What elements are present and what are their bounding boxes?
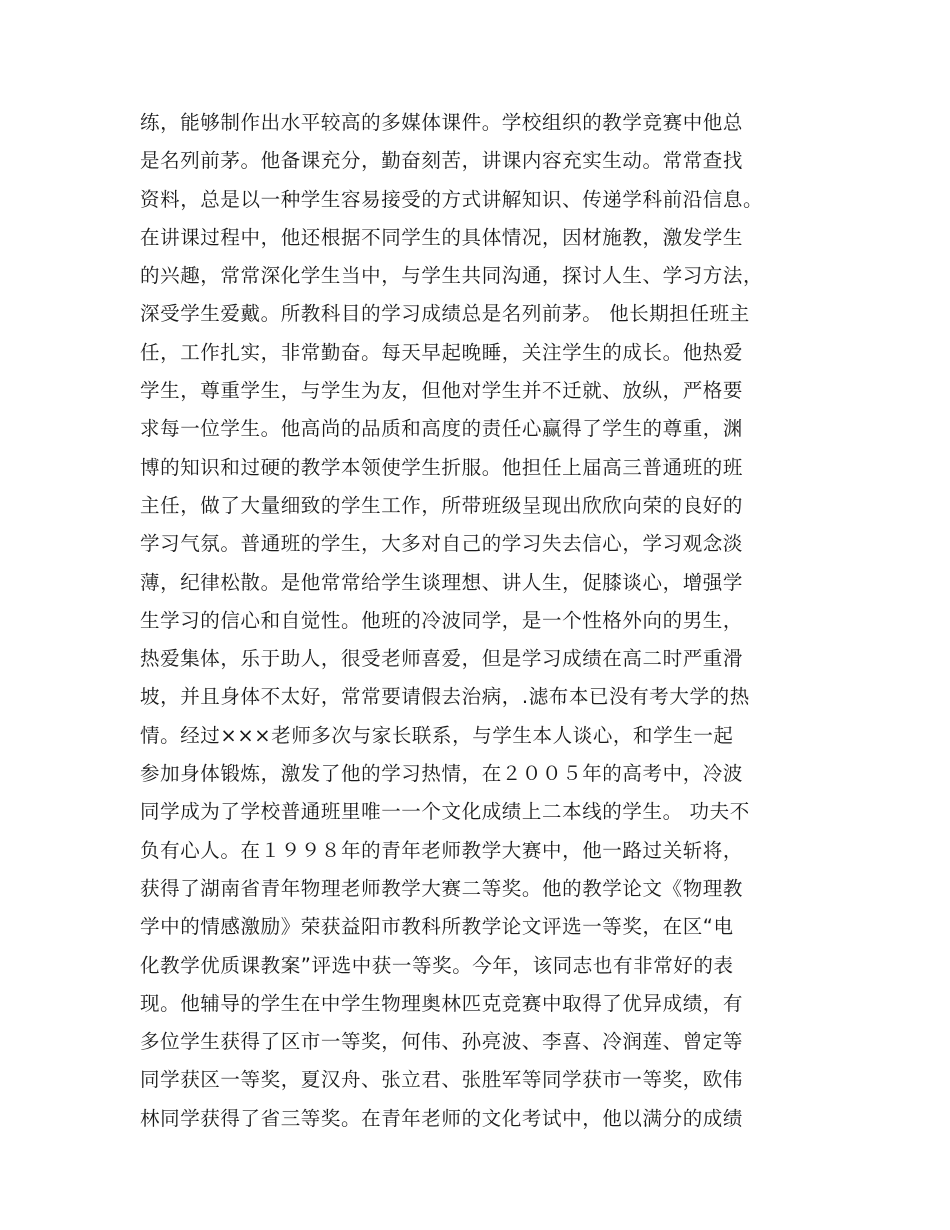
text-line-22: 学中的情感激励》荣获益阳市教科所教学论文评选一等奖，在区“电 bbox=[140, 915, 734, 939]
text-line-10: 博的知识和过硬的教学本领使学生折服。他担任上届高三普通班的班 bbox=[140, 455, 744, 479]
text-line-12: 学习气氛。普通班的学生，大多对自己的学习失去信心，学习观念淡 bbox=[140, 532, 744, 556]
text-line-23: 化教学优质课教案”评选中获一等奖。今年，该同志也有非常好的表 bbox=[140, 953, 734, 977]
text-line-17: 情。经过×××老师多次与家长联系，与学生本人谈心，和学生一起 bbox=[140, 723, 734, 747]
text-line-25: 多位学生获得了区市一等奖，何伟、孙亮波、李喜、冷润莲、曾定等 bbox=[140, 1030, 744, 1054]
text-line-13: 薄，纪律松散。是他常常给学生谈理想、讲人生，促膝谈心，增强学 bbox=[140, 570, 744, 594]
text-line-1: 练，能够制作出水平较高的多媒体课件。学校组织的教学竞赛中他总 bbox=[140, 111, 744, 134]
text-line-27: 林同学获得了省三等奖。在青年老师的文化考试中，他以满分的成绩 bbox=[140, 1106, 744, 1130]
text-line-8: 学生，尊重学生，与学生为友，但他对学生并不迁就、放纵，严格要 bbox=[140, 379, 744, 403]
text-line-3: 资料，总是以一种学生容易接受的方式讲解知识、传递学科前沿信息。 bbox=[140, 187, 764, 211]
text-line-20: 负有心人。在１９９８年的青年老师教学大赛中，他一路过关斩将， bbox=[140, 838, 744, 862]
text-line-11: 主任，做了大量细致的学生工作，所带班级呈现出欣欣向荣的良好的 bbox=[140, 493, 744, 517]
text-line-15: 热爱集体，乐于助人，很受老师喜爱，但是学习成绩在高二时严重滑 bbox=[140, 647, 744, 671]
text-line-4: 在讲课过程中，他还根据不同学生的具体情况，因材施教，激发学生 bbox=[140, 225, 744, 249]
text-line-19: 同学成为了学校普通班里唯一一个文化成绩上二本线的学生。 功夫不 bbox=[140, 800, 750, 824]
text-line-21: 获得了湖南省青年物理老师教学大赛二等奖。他的教学论文《物理教 bbox=[140, 876, 744, 900]
body-text bbox=[140, 104, 810, 1138]
text-line-9: 求每一位学生。他高尚的品质和高度的责任心赢得了学生的尊重，渊 bbox=[140, 417, 744, 441]
text-line-6: 深受学生爱戴。所教科目的学习成绩总是名列前茅。 他长期担任班主 bbox=[140, 302, 750, 326]
text-line-24: 现。他辅导的学生在中学生物理奥林匹克竞赛中取得了优异成绩，有 bbox=[140, 991, 744, 1015]
text-line-18: 参加身体锻炼，激发了他的学习热情，在２００５年的高考中，冷波 bbox=[140, 762, 744, 786]
text-line-7: 任，工作扎实，非常勤奋。每天早起晚睡，关注学生的成长。他热爱 bbox=[140, 340, 744, 364]
text-line-5: 的兴趣，常常深化学生当中，与学生共同沟通，探讨人生、学习方法， bbox=[140, 264, 764, 288]
text-line-26: 同学获区一等奖，夏汉舟、张立君、张胜军等同学获市一等奖，欧伟 bbox=[140, 1068, 744, 1092]
text-line-16: 坡，并且身体不太好，常常要请假去治病，.滤布本已没有考大学的热 bbox=[140, 685, 750, 709]
text-line-2: 是名列前茅。他备课充分，勤奋刻苦，讲课内容充实生动。常常查找 bbox=[140, 149, 744, 173]
text-line-14: 生学习的信心和自觉性。他班的冷波同学，是一个性格外向的男生， bbox=[140, 608, 744, 632]
